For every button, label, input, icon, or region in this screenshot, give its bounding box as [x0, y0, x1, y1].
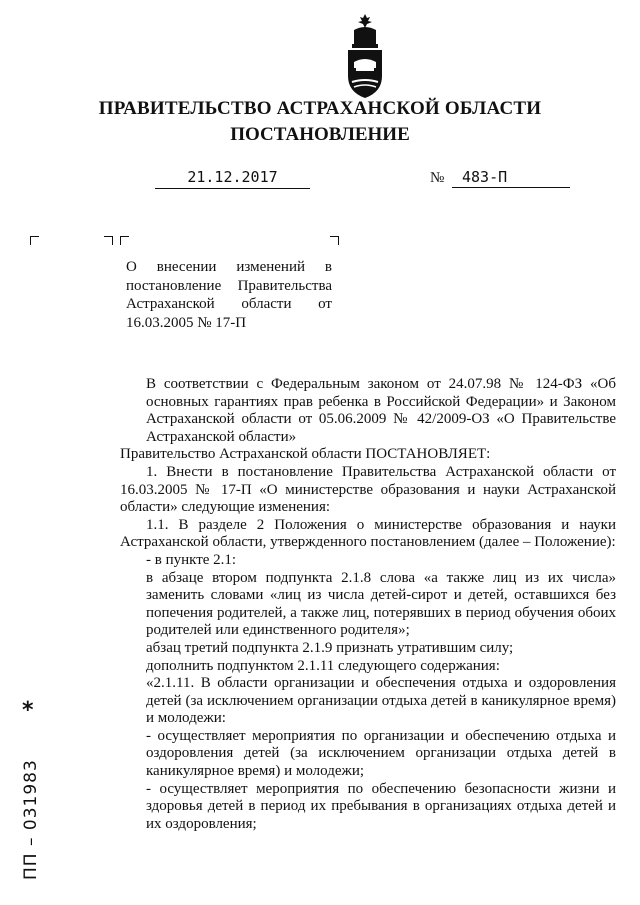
clause-2-1-11-item-2: - осуществляет мероприятия по обеспечению безопасности жизни и здоровья детей в период их пребывания в организациях отдыха детей и их оздоровления; [146, 780, 616, 832]
document-type-title: ПОСТАНОВЛЕНИЕ [230, 124, 410, 145]
clause-2-1-8-change: в абзаце втором подпункта 2.1.8 слова «а также лиц из их числа» заменить словами «лиц из числа детей-сирот и детей, оставшихся без попечения родителей, а также лиц, потерявших в период обучения обоих родителей или единственного родителя»; [146, 569, 616, 639]
decree-number: 483-П [452, 168, 570, 188]
decree-body [120, 376, 616, 833]
clause-2-1-11-add: дополнить подпунктом 2.1.11 следующего содержания: [146, 657, 500, 674]
resolution-line: Правительство Астраханской области ПОСТАНОВЛЯЕТ: [120, 446, 491, 463]
clause-2-1-9-change: абзац третий подпункта 2.1.9 признать утратившим силу; [146, 639, 514, 656]
number-label: № [430, 170, 445, 186]
subject-corner-mark [330, 236, 339, 245]
subject-line: Астраханской области от [126, 296, 332, 312]
coat-of-arms-emblem [340, 10, 390, 100]
stamp-asterisk: * [22, 698, 34, 723]
subject-line: постановление Правительства [126, 277, 332, 294]
clause-2-1-item: - в пункте 2.1: [146, 551, 237, 568]
government-title: ПРАВИТЕЛЬСТВО АСТРАХАНСКОЙ ОБЛАСТИ [98, 98, 542, 119]
decree-subject [126, 258, 332, 332]
clause-2-1-11-text: «2.1.11. В области организации и обеспечения отдыха и оздоровления детей (за исключением организации отдыха детей в каникулярное время) и молодежи: [146, 675, 616, 727]
clause-1: 1. Внести в постановление Правительства Астраханской области от 16.03.2005 № 17-П «О министерстве образования и науки Астраханской области» следующие изменения: [120, 463, 616, 516]
clause-1-1: 1.1. В разделе 2 Положения о министерстве образования и науки Астраханской области, утвержденного постановлением (далее – Положение): [120, 516, 616, 551]
margin-corner-mark [104, 236, 113, 245]
serial-number-stamp: ПП – 031983 [21, 759, 41, 880]
subject-line: О внесении изменений в [126, 259, 332, 275]
decree-date: 21.12.2017 [155, 168, 310, 189]
preamble-paragraph: В соответствии с Федеральным законом от 24.07.98 № 124-ФЗ «Об основных гарантиях прав ребенка в Российской Федерации» и Законом Астраханской области от 05.06.2009 № 42/2009-ОЗ «О Правительстве Астраханской области» [146, 376, 616, 445]
subject-line: 16.03.2005 № 17-П [126, 314, 247, 331]
margin-corner-mark [30, 236, 39, 245]
subject-corner-mark [120, 236, 129, 245]
clause-2-1-11-item-1: - осуществляет мероприятия по организации и обеспечению отдыха и оздоровления детей (за исключением организации отдыха детей в каникулярное время) и молодежи; [146, 727, 616, 780]
